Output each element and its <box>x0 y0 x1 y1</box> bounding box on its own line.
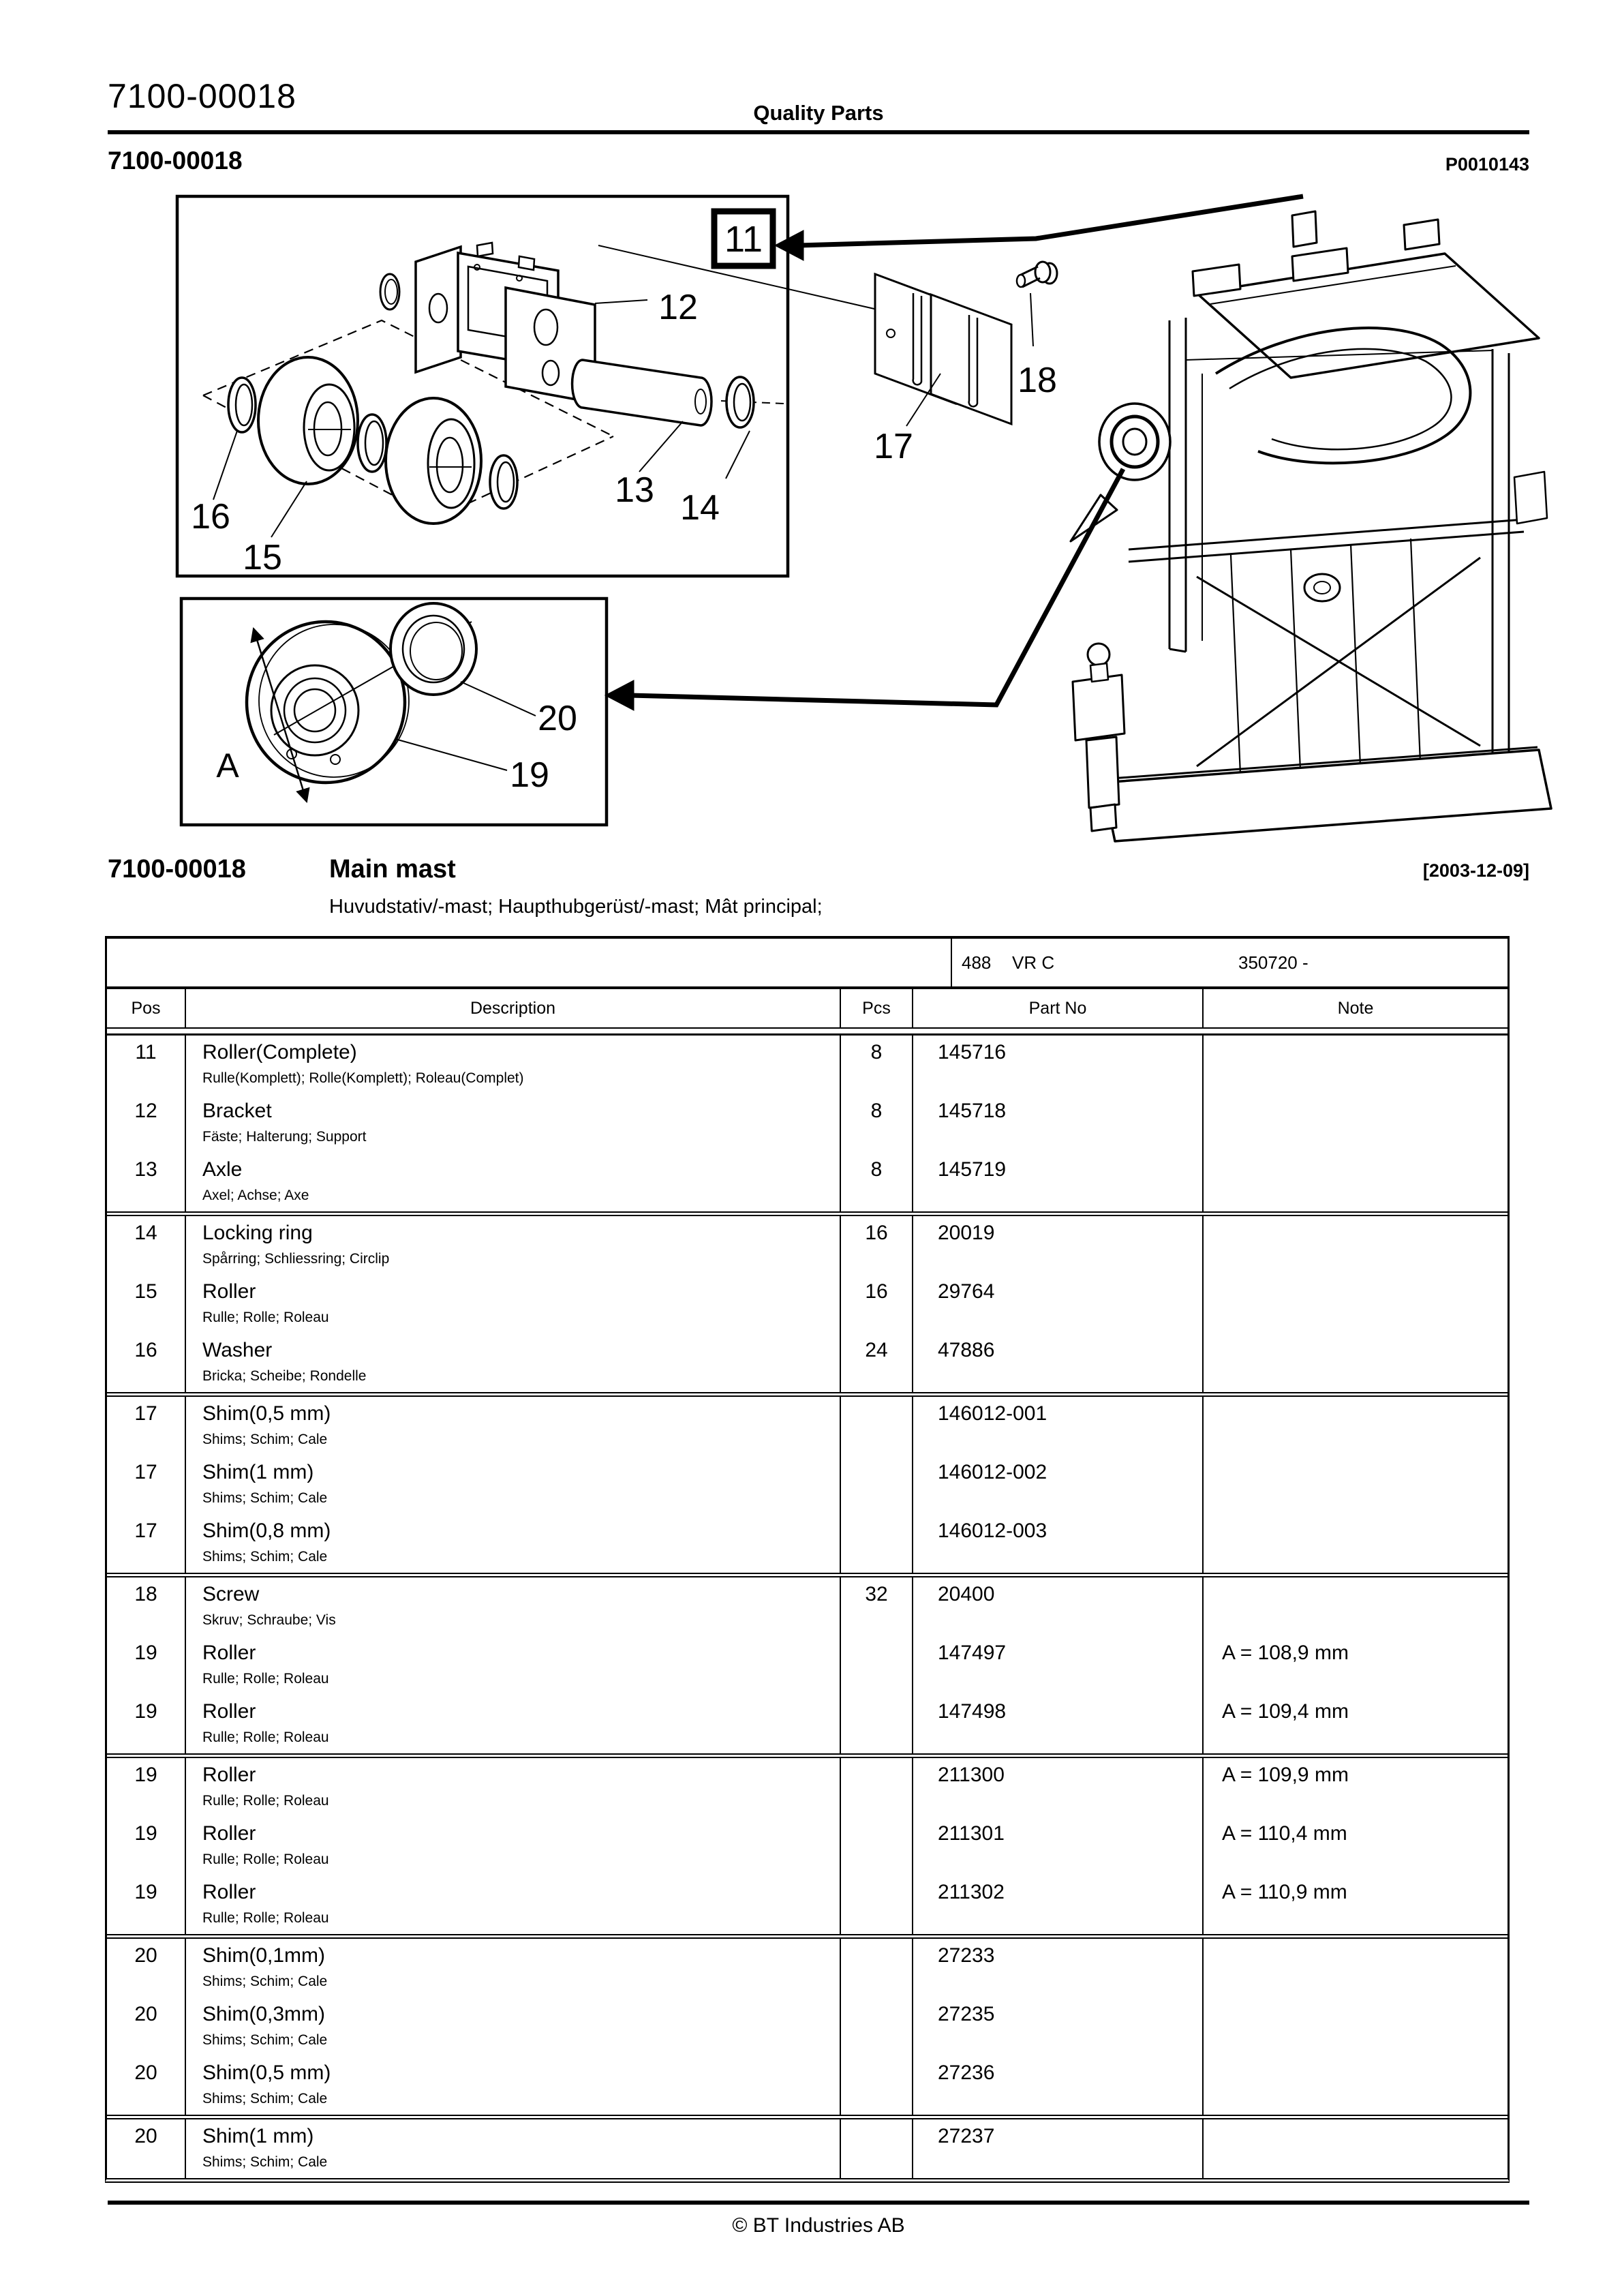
description-translations: Axel; Achse; Axe <box>202 1188 309 1203</box>
cell-pcs <box>841 1758 913 1817</box>
description-translations: Rulle; Rolle; Roleau <box>202 1793 329 1809</box>
cell-note: A = 109,9 mm <box>1222 1764 1349 1786</box>
description-main: Roller <box>202 1881 256 1903</box>
cell-pcs: 24 <box>841 1333 913 1392</box>
serial-range: 350720 - <box>1238 952 1309 973</box>
cell-desc <box>186 1216 841 1275</box>
description-main: Shim(0,5 mm) <box>202 1402 331 1425</box>
page-code: 7100-00018 <box>108 77 296 115</box>
cell-note: A = 108,9 mm <box>1222 1642 1349 1664</box>
diagram-callout-11: 11 <box>724 219 763 260</box>
description-translations: Shims; Schim; Cale <box>202 1974 328 1989</box>
cell-pos: 19 <box>107 1758 186 1817</box>
parts-group <box>107 1939 1508 2119</box>
cell-pos: 19 <box>107 1817 186 1875</box>
cell-part: 145719 <box>913 1153 1204 1211</box>
cell-desc <box>186 1817 841 1875</box>
cell-pos: 12 <box>107 1094 186 1153</box>
cell-part: 27237 <box>913 2119 1204 2178</box>
table-row <box>107 1939 1508 1997</box>
exploded-diagram <box>0 0 1622 852</box>
cell-pcs <box>841 1875 913 1934</box>
table-row <box>107 1514 1508 1573</box>
cell-pos: 19 <box>107 1695 186 1753</box>
cell-part: 29764 <box>913 1275 1204 1333</box>
cell-part: 20019 <box>913 1216 1204 1275</box>
table-column-headers <box>107 989 1508 1029</box>
table-meta-band-empty <box>107 939 952 986</box>
cell-pcs <box>841 1514 913 1573</box>
diagram-label-16: 16 <box>191 497 230 537</box>
cell-pos: 15 <box>107 1275 186 1333</box>
cell-pos: 20 <box>107 1997 186 2056</box>
table-row <box>107 1875 1508 1934</box>
description-translations: Bricka; Scheibe; Rondelle <box>202 1368 367 1384</box>
cell-desc <box>186 1397 841 1455</box>
description-main: Roller(Complete) <box>202 1041 357 1063</box>
cell-pos: 17 <box>107 1514 186 1573</box>
table-meta-band <box>107 939 1508 989</box>
cell-note <box>1204 1333 1508 1392</box>
diagram-label-18: 18 <box>1017 361 1057 400</box>
table-row <box>107 1397 1508 1455</box>
cell-note <box>1204 1036 1508 1094</box>
cell-desc <box>186 1939 841 1997</box>
cell-pcs: 8 <box>841 1036 913 1094</box>
cell-note <box>1204 1153 1508 1211</box>
cell-part: 27235 <box>913 1997 1204 2056</box>
screw-part <box>1017 262 1057 346</box>
cell-note <box>1204 1939 1508 1997</box>
cell-pcs <box>841 1817 913 1875</box>
cell-pcs: 8 <box>841 1094 913 1153</box>
cell-pos: 20 <box>107 1939 186 1997</box>
cell-desc <box>186 1695 841 1753</box>
diagram-label-17: 17 <box>874 427 913 466</box>
cell-note <box>1204 1997 1508 2056</box>
cell-part: 211301 <box>913 1817 1204 1875</box>
cell-desc <box>186 1514 841 1573</box>
description-translations: Rulle; Rolle; Roleau <box>202 1310 329 1325</box>
cell-pos: 14 <box>107 1216 186 1275</box>
cell-desc <box>186 1333 841 1392</box>
diagram-label-13: 13 <box>615 470 654 510</box>
copyright: © BT Industries AB <box>732 2214 905 2237</box>
cell-note <box>1204 1094 1508 1153</box>
cell-desc <box>186 2119 841 2178</box>
cell-pos: 20 <box>107 2119 186 2178</box>
arrow-to-callout-11 <box>775 196 1303 260</box>
cell-pos: 17 <box>107 1455 186 1514</box>
col-header-pos: Pos <box>107 989 186 1027</box>
brand-title: Quality Parts <box>753 101 884 125</box>
description-main: Locking ring <box>202 1222 313 1244</box>
table-row <box>107 1997 1508 2056</box>
description-translations: Fäste; Halterung; Support <box>202 1129 367 1145</box>
cell-part: 211302 <box>913 1875 1204 1934</box>
description-translations: Shims; Schim; Cale <box>202 2091 328 2106</box>
diagram-label-12: 12 <box>658 288 698 327</box>
parts-group <box>107 1036 1508 1216</box>
cell-pcs <box>841 2056 913 2115</box>
table-row <box>107 1275 1508 1333</box>
cell-desc <box>186 1636 841 1695</box>
cell-note <box>1204 2119 1508 2178</box>
cell-pcs <box>841 1636 913 1695</box>
parts-group <box>107 1216 1508 1397</box>
table-row <box>107 1577 1508 1636</box>
table-row <box>107 2056 1508 2115</box>
cell-part: 27236 <box>913 2056 1204 2115</box>
cell-pos: 17 <box>107 1397 186 1455</box>
description-translations: Shims; Schim; Cale <box>202 1432 328 1447</box>
cell-note <box>1204 1275 1508 1333</box>
description-main: Bracket <box>202 1100 272 1122</box>
description-main: Shim(1 mm) <box>202 1461 314 1483</box>
cell-part: 145718 <box>913 1094 1204 1153</box>
description-main: Roller <box>202 1822 256 1845</box>
cell-note: A = 110,4 mm <box>1222 1822 1347 1845</box>
cell-part: 146012-002 <box>913 1455 1204 1514</box>
cell-pos: 19 <box>107 1636 186 1695</box>
cell-pcs <box>841 1997 913 2056</box>
cell-desc <box>186 1275 841 1333</box>
cell-note <box>1204 2056 1508 2115</box>
table-row <box>107 1094 1508 1153</box>
section-title: Main mast <box>329 855 456 883</box>
model-variant: VR C <box>1012 952 1055 973</box>
cell-pos: 20 <box>107 2056 186 2115</box>
cell-note <box>1204 1397 1508 1455</box>
cell-desc <box>186 1036 841 1094</box>
description-translations: Shims; Schim; Cale <box>202 1490 328 1506</box>
col-header-partno: Part No <box>913 989 1204 1027</box>
description-translations: Rulle; Rolle; Roleau <box>202 1910 329 1926</box>
table-row <box>107 1817 1508 1875</box>
cell-desc <box>186 1758 841 1817</box>
description-main: Shim(0,1mm) <box>202 1944 326 1967</box>
description-main: Washer <box>202 1339 273 1361</box>
description-translations: Rulle; Rolle; Roleau <box>202 1729 329 1745</box>
table-row <box>107 1333 1508 1392</box>
cell-note <box>1204 1455 1508 1514</box>
cell-pcs <box>841 1397 913 1455</box>
header-double-rule <box>107 1029 1508 1036</box>
cell-desc <box>186 1875 841 1934</box>
col-header-note: Note <box>1337 998 1374 1018</box>
description-main: Shim(1 mm) <box>202 2125 314 2147</box>
table-row <box>107 1455 1508 1514</box>
parts-table <box>105 936 1510 2183</box>
cell-pos: 16 <box>107 1333 186 1392</box>
description-translations: Shims; Schim; Cale <box>202 1549 328 1565</box>
model-number: 488 <box>962 952 992 973</box>
section-subtitle: Huvudstativ/-mast; Haupthubgerüst/-mast; Mât principal; <box>329 896 823 918</box>
col-header-description: Description <box>186 989 841 1027</box>
description-translations: Shims; Schim; Cale <box>202 2032 328 2048</box>
table-row <box>107 1036 1508 1094</box>
cell-part: 147497 <box>913 1636 1204 1695</box>
cell-pcs: 32 <box>841 1577 913 1636</box>
cell-part: 27233 <box>913 1939 1204 1997</box>
description-main: Roller <box>202 1642 256 1664</box>
diagram-label-20: 20 <box>538 699 577 738</box>
cell-desc <box>186 1094 841 1153</box>
footer-rule <box>108 2201 1529 2205</box>
mast-illustration <box>1071 211 1551 841</box>
table-row <box>107 1695 1508 1753</box>
section-code: 7100-00018 <box>108 855 246 883</box>
cell-pcs <box>841 2119 913 2178</box>
description-translations: Spårring; Schliessring; Circlip <box>202 1251 390 1267</box>
cell-pos: 19 <box>107 1875 186 1934</box>
diagram-label-14: 14 <box>680 488 720 528</box>
cell-pcs <box>841 1695 913 1753</box>
cell-pcs <box>841 1455 913 1514</box>
section-date: [2003-12-09] <box>1422 860 1529 881</box>
cell-pos: 18 <box>107 1577 186 1636</box>
description-main: Roller <box>202 1764 256 1786</box>
description-translations: Rulle(Komplett); Rolle(Komplett); Roleau(Complet) <box>202 1070 524 1086</box>
cell-desc <box>186 1455 841 1514</box>
description-translations: Rulle; Rolle; Roleau <box>202 1852 329 1867</box>
diagram-label-A: A <box>216 746 239 785</box>
diagram-label-15: 15 <box>243 538 282 577</box>
cell-part: 211300 <box>913 1758 1204 1817</box>
bracket-part <box>416 243 595 403</box>
table-row <box>107 1216 1508 1275</box>
cell-part: 47886 <box>913 1333 1204 1392</box>
cell-pos: 13 <box>107 1153 186 1211</box>
cell-note <box>1204 1577 1508 1636</box>
diagram-label-19: 19 <box>510 755 549 795</box>
description-translations: Shims; Schim; Cale <box>202 2154 328 2170</box>
doc-code: 7100-00018 <box>108 147 243 175</box>
cell-pcs: 8 <box>841 1153 913 1211</box>
cell-desc <box>186 2056 841 2115</box>
figure-id: P0010143 <box>1445 154 1529 175</box>
cell-desc <box>186 1577 841 1636</box>
description-main: Screw <box>202 1583 260 1605</box>
cell-part: 145716 <box>913 1036 1204 1094</box>
cell-part: 147498 <box>913 1695 1204 1753</box>
description-translations: Skruv; Schraube; Vis <box>202 1612 336 1628</box>
cell-note: A = 109,4 mm <box>1222 1700 1349 1723</box>
cell-note <box>1204 1514 1508 1573</box>
parts-group <box>107 1758 1508 1939</box>
cell-pos: 11 <box>107 1036 186 1094</box>
description-translations: Rulle; Rolle; Roleau <box>202 1671 329 1687</box>
description-main: Roller <box>202 1700 256 1723</box>
cell-pcs <box>841 1939 913 1997</box>
table-meta-band-values <box>952 939 1508 986</box>
col-header-pcs: Pcs <box>841 989 913 1027</box>
cell-desc <box>186 1153 841 1211</box>
cell-part: 20400 <box>913 1577 1204 1636</box>
description-main: Roller <box>202 1280 256 1303</box>
table-row <box>107 2119 1508 2178</box>
cell-pcs: 16 <box>841 1216 913 1275</box>
parts-table-body <box>107 1036 1508 2178</box>
table-row <box>107 1153 1508 1211</box>
cell-note <box>1204 1216 1508 1275</box>
table-row <box>107 1758 1508 1817</box>
parts-group <box>107 2119 1508 2178</box>
cell-desc <box>186 1997 841 2056</box>
shim-plates-part <box>875 274 1011 426</box>
parts-group <box>107 1577 1508 1758</box>
cell-part: 146012-001 <box>913 1397 1204 1455</box>
cell-note: A = 110,9 mm <box>1222 1881 1347 1903</box>
cell-pcs: 16 <box>841 1275 913 1333</box>
description-main: Shim(0,3mm) <box>202 2003 326 2025</box>
description-main: Axle <box>202 1158 243 1181</box>
table-row <box>107 1636 1508 1695</box>
cell-part: 146012-003 <box>913 1514 1204 1573</box>
description-main: Shim(0,8 mm) <box>202 1520 331 1542</box>
parts-group <box>107 1397 1508 1577</box>
description-main: Shim(0,5 mm) <box>202 2061 331 2084</box>
